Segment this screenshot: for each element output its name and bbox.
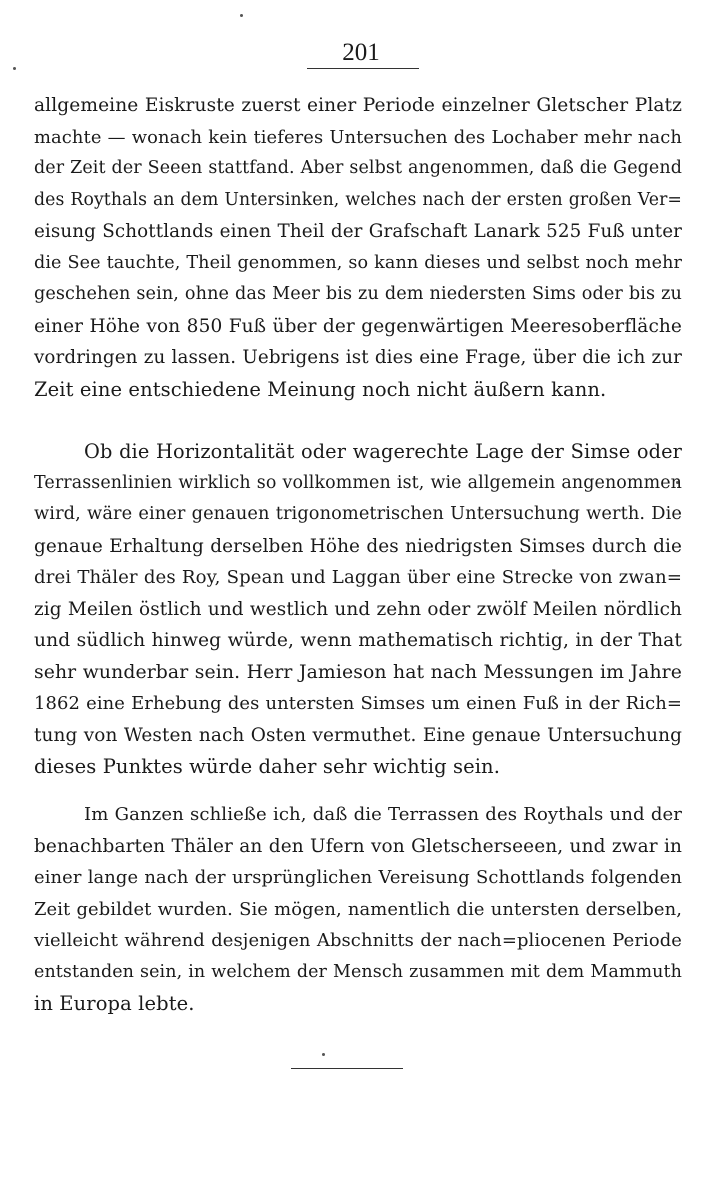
text-line: dieses Punktes würde daher sehr wichtig sein.	[34, 755, 500, 779]
print-speck	[322, 1053, 325, 1056]
text-line: einer Höhe von 850 Fuß über der gegenwärtigen Meeresoberfläche	[34, 315, 682, 337]
text-line: Zeit eine entschiedene Meinung noch nicht äußern kann.	[34, 377, 607, 401]
text-line: drei Thäler des Roy, Spean und Laggan über eine Strecke von zwan=	[34, 567, 682, 589]
text-line: genaue Erhaltung derselben Höhe des niedrigsten Simses durch die	[34, 535, 682, 557]
print-speck	[13, 67, 16, 70]
text-line: Terrassenlinien wirklich so vollkommen ist, wie allgemein angenommen	[34, 472, 682, 493]
text-line: der Zeit der Seeen stattfand. Aber selbst angenommen, daß die Gegend	[34, 158, 682, 179]
text-line: einer lange nach der ursprünglichen Vereisung Schottlands folgenden	[34, 867, 682, 889]
page-number: 201	[342, 39, 380, 66]
text-line: Im Ganzen schließe ich, daß die Terrassen des Roythals und der	[84, 804, 682, 825]
text-line: sehr wunderbar sein. Herr Jamieson hat nach Messungen im Jahre	[34, 661, 682, 683]
text-line: die See tauchte, Theil genommen, so kann dieses und selbst noch mehr	[34, 252, 682, 273]
text-line: entstanden sein, in welchem der Mensch zusammen mit dem Mammuth	[34, 961, 682, 982]
text-line: zig Meilen östlich und westlich und zehn oder zwölf Meilen nördlich	[34, 598, 682, 620]
text-line: geschehen sein, ohne das Meer bis zu dem niedersten Sims oder bis zu	[34, 284, 682, 305]
paragraph-1	[34, 90, 682, 405]
text-line: benachbarten Thäler an den Ufern von Gletscherseeen, und zwar in	[34, 835, 682, 857]
text-line: Ob die Horizontalität oder wagerechte Lage der Simse oder	[84, 440, 682, 463]
header-rule	[307, 68, 419, 69]
paragraph-3	[34, 799, 682, 1020]
text-line: tung von Westen nach Osten vermuthet. Eine genaue Untersuchung	[34, 724, 682, 746]
print-speck	[240, 14, 243, 17]
text-line: Zeit gebildet wurden. Sie mögen, namentlich die untersten derselben,	[34, 898, 682, 920]
text-line: in Europa lebte.	[34, 992, 195, 1016]
text-line: eisung Schottlands einen Theil der Grafschaft Lanark 525 Fuß unter	[34, 221, 682, 243]
text-line: und südlich hinweg würde, wenn mathematisch richtig, in der That	[34, 630, 682, 652]
footer-rule	[291, 1068, 403, 1069]
text-line: machte — wonach kein tieferes Untersuchen des Lochaber mehr nach	[34, 126, 682, 148]
text-line: des Roythals an dem Untersinken, welches nach der ersten großen Ver=	[34, 189, 682, 210]
text-line: vordringen zu lassen. Uebrigens ist dies eine Frage, über die ich zur	[34, 347, 682, 369]
text-line: vielleicht während desjenigen Abschnitts der nach=pliocenen Periode	[34, 930, 682, 952]
paragraph-2	[34, 436, 682, 783]
text-line: allgemeine Eiskruste zuerst einer Periode einzelner Gletscher Platz	[34, 95, 682, 116]
text-line: wird, wäre einer genauen trigonometrischen Untersuchung werth. Die	[34, 504, 682, 525]
text-line: 1862 eine Erhebung des untersten Simses um einen Fuß in der Rich=	[34, 693, 682, 715]
